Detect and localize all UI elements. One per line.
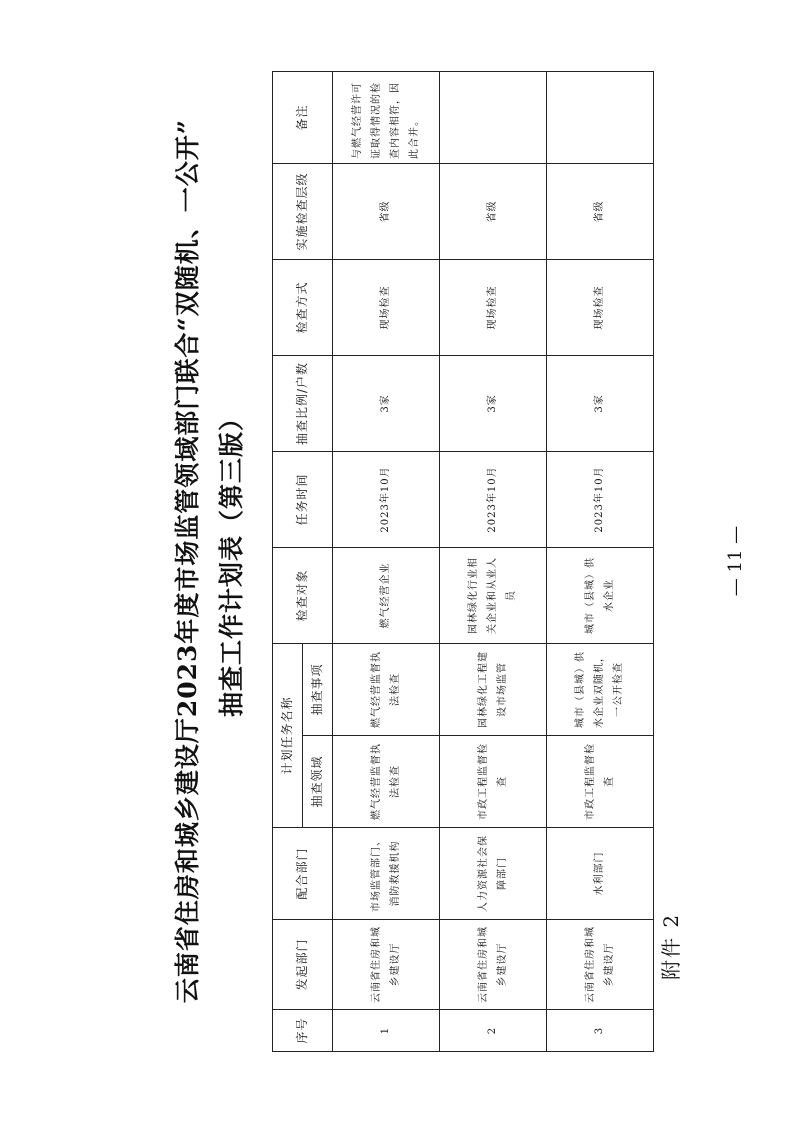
cell-time: 2023年10月 xyxy=(546,451,653,547)
cell-field: 市政工程监督检查 xyxy=(546,736,653,828)
header-target: 检查对象 xyxy=(273,547,333,643)
cell-partner: 水利部门 xyxy=(546,828,653,920)
cell-field: 燃气经营监督执法检查 xyxy=(332,736,439,828)
cell-ratio: 3家 xyxy=(439,355,546,451)
cell-level: 省级 xyxy=(546,163,653,259)
cell-note xyxy=(439,71,546,163)
header-ratio: 抽查比例/户数 xyxy=(273,355,333,451)
cell-initiator: 云南省住房和城乡建设厅 xyxy=(546,920,653,1010)
header-method: 检查方式 xyxy=(273,259,333,355)
header-task-name: 计划任务名称 xyxy=(273,643,303,827)
cell-method: 现场检查 xyxy=(439,259,546,355)
cell-initiator: 云南省住房和城乡建设厅 xyxy=(439,920,546,1010)
document-subtitle: 抽查工作计划表（第三版） xyxy=(217,405,246,718)
cell-ratio: 3家 xyxy=(546,355,653,451)
document-title: 云南省住房和城乡建设厅2023年度市场监管领域部门联合“双随机、一公开” xyxy=(173,118,202,1004)
cell-partner: 市场监管部门、消防救援机构 xyxy=(332,828,439,920)
header-item: 抽查事项 xyxy=(302,643,332,735)
cell-initiator: 云南省住房和城乡建设厅 xyxy=(332,920,439,1010)
cell-field: 市政工程监督检查 xyxy=(439,736,546,828)
cell-time: 2023年10月 xyxy=(332,451,439,547)
cell-seq: 3 xyxy=(546,1010,653,1052)
page-number: — 11 — xyxy=(725,525,746,597)
cell-level: 省级 xyxy=(332,163,439,259)
cell-target: 燃气经营企业 xyxy=(332,547,439,643)
cell-time: 2023年10月 xyxy=(439,451,546,547)
cell-item: 园林绿化工程建设市场监管 xyxy=(439,643,546,735)
header-time: 任务时间 xyxy=(273,451,333,547)
cell-method: 现场检查 xyxy=(546,259,653,355)
cell-level: 省级 xyxy=(439,163,546,259)
header-level: 实施检查层级 xyxy=(273,163,333,259)
cell-target: 城市（县城）供水企业 xyxy=(546,547,653,643)
header-partner: 配合部门 xyxy=(273,828,333,920)
attachment-label: 附件 2 xyxy=(659,912,683,980)
cell-note xyxy=(546,71,653,163)
cell-ratio: 3家 xyxy=(332,355,439,451)
header-field: 抽查领域 xyxy=(302,736,332,828)
table-row xyxy=(332,71,439,1051)
table-row xyxy=(546,71,653,1051)
header-initiator: 发起部门 xyxy=(273,920,333,1010)
cell-partner: 人力资源社会保障部门 xyxy=(439,828,546,920)
cell-item: 燃气经营监督执法检查 xyxy=(332,643,439,735)
header-note: 备注 xyxy=(273,71,333,163)
inspection-plan-table xyxy=(272,71,654,1052)
cell-seq: 1 xyxy=(332,1010,439,1052)
cell-method: 现场检查 xyxy=(332,259,439,355)
header-seq: 序号 xyxy=(273,1010,333,1052)
cell-item: 城市（县城）供水企业双随机，一公开检查 xyxy=(546,643,653,735)
table-row xyxy=(439,71,546,1051)
cell-target: 园林绿化行业相关企业和从业人员 xyxy=(439,547,546,643)
cell-note: 与燃气经营许可证取得情况的检查内容相符，因此合并。 xyxy=(332,71,439,163)
cell-seq: 2 xyxy=(439,1010,546,1052)
